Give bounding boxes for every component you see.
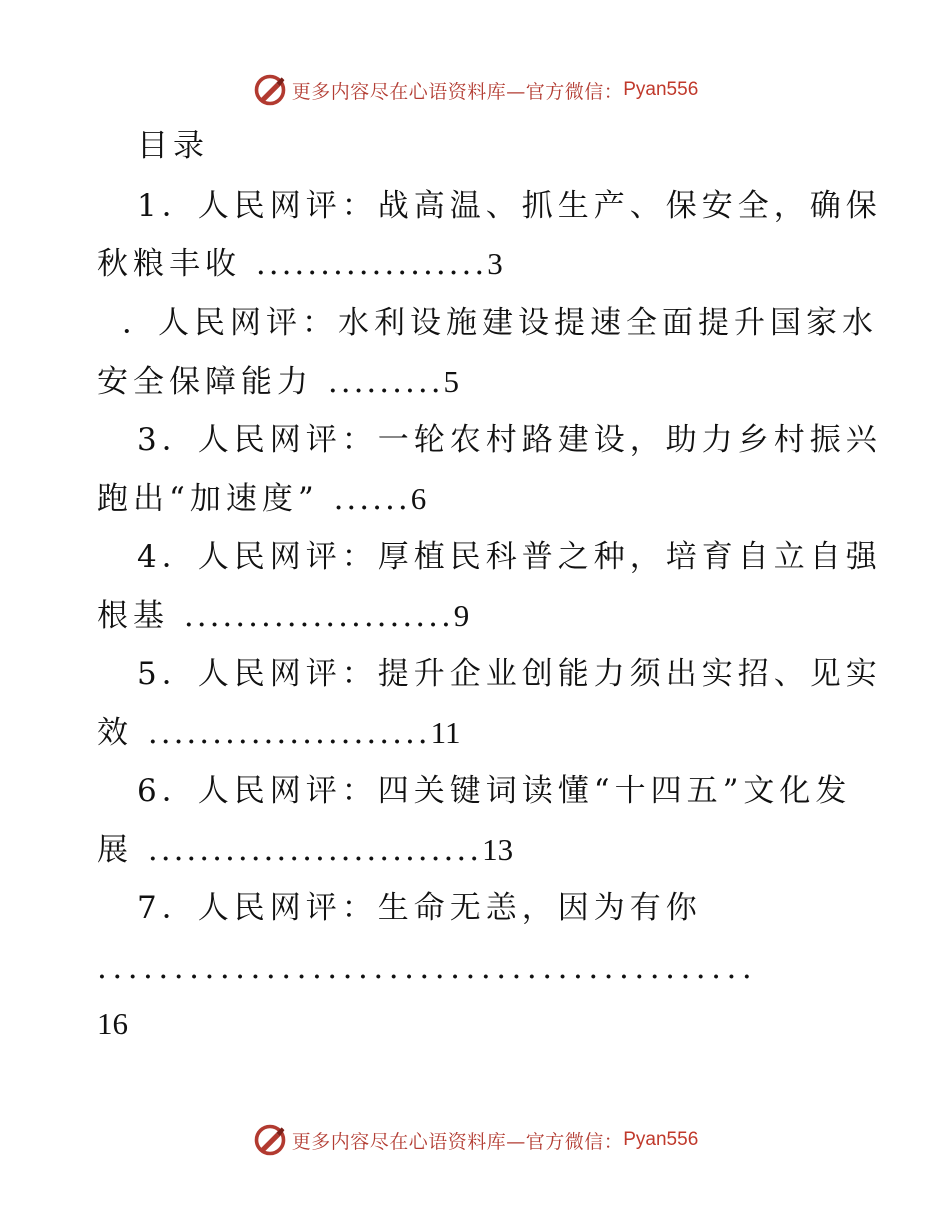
toc-entry-5-line2[interactable] (97, 713, 461, 753)
toc-entry-1-leader: .................. (255, 246, 488, 282)
toc-entry-7-leader: ........................................... (97, 950, 758, 986)
toc-entry-4-leader: ..................... (183, 598, 454, 634)
toc-entry-1-page: 3 (487, 246, 503, 281)
toc-entry-2-line1[interactable]: ．人民网评：水利设施建设提速全面提升国家水 (122, 305, 878, 341)
footer-wechat-id: Pyan556 (623, 1129, 699, 1150)
header-wechat-id: Pyan556 (623, 79, 699, 100)
toc-entry-5-line1[interactable]: 5．人民网评：提升企业创能力须出实招、见实 (137, 656, 882, 692)
toc-entry-6-line2[interactable] (97, 830, 513, 870)
toc-entry-1-line1[interactable]: 1．人民网评：战高温、抓生产、保安全，确保 (137, 188, 882, 224)
toc-entry-2-page: 5 (443, 364, 460, 399)
toc-entry-3-line2[interactable] (97, 479, 426, 519)
pen-logo-icon (252, 72, 288, 108)
toc-title: 目录 (137, 128, 209, 164)
toc-entry-7-page-line[interactable] (97, 1004, 128, 1044)
footer-banner-text: 更多内容尽在心语资料库—官方微信： (291, 1130, 624, 1153)
toc-entry-1-line2[interactable] (97, 244, 503, 284)
toc-entry-5-title-end: 效 (97, 715, 133, 751)
toc-entry-2-line2[interactable] (97, 362, 459, 402)
toc-entry-3-line1[interactable]: 3．人民网评：一轮农村路建设，助力乡村振兴 (137, 422, 882, 458)
toc-entry-4-line1[interactable]: 4．人民网评：厚植民科普之种，培育自立自强 (137, 539, 882, 575)
toc-entry-6-title-end: 展 (97, 832, 133, 868)
footer-banner (0, 1120, 950, 1160)
toc-entry-4-page: 9 (453, 598, 470, 633)
toc-entry-6-leader: .......................... (147, 832, 483, 868)
header-banner (0, 70, 950, 110)
pen-logo-icon (252, 1122, 288, 1158)
toc-entry-3-title-end: 跑出“加速度” (97, 481, 319, 517)
toc-entry-7-line1[interactable]: 7．人民网评：生命无恙，因为有你 (137, 890, 702, 926)
toc-entry-2-title-end: 安全保障能力 (97, 364, 313, 400)
toc-entry-6-line1[interactable]: 6．人民网评：四关键词读懂“十四五”文化发 (137, 773, 852, 809)
toc-entry-5-leader: ...................... (147, 715, 431, 751)
toc-entry-7-page: 16 (97, 1006, 128, 1041)
toc-entry-3-leader: ...... (333, 481, 411, 517)
toc-entry-3-page: 6 (410, 481, 427, 516)
header-banner-text: 更多内容尽在心语资料库—官方微信： (291, 80, 624, 103)
toc-entry-4-title-end: 根基 (97, 598, 169, 634)
toc-entry-4-line2[interactable] (97, 596, 469, 636)
toc-entry-6-page: 13 (482, 832, 514, 867)
toc-entry-1-title-end: 秋粮丰收 (97, 246, 241, 282)
toc-entry-2-leader: ......... (327, 364, 444, 400)
toc-entry-5-page: 11 (430, 715, 461, 750)
